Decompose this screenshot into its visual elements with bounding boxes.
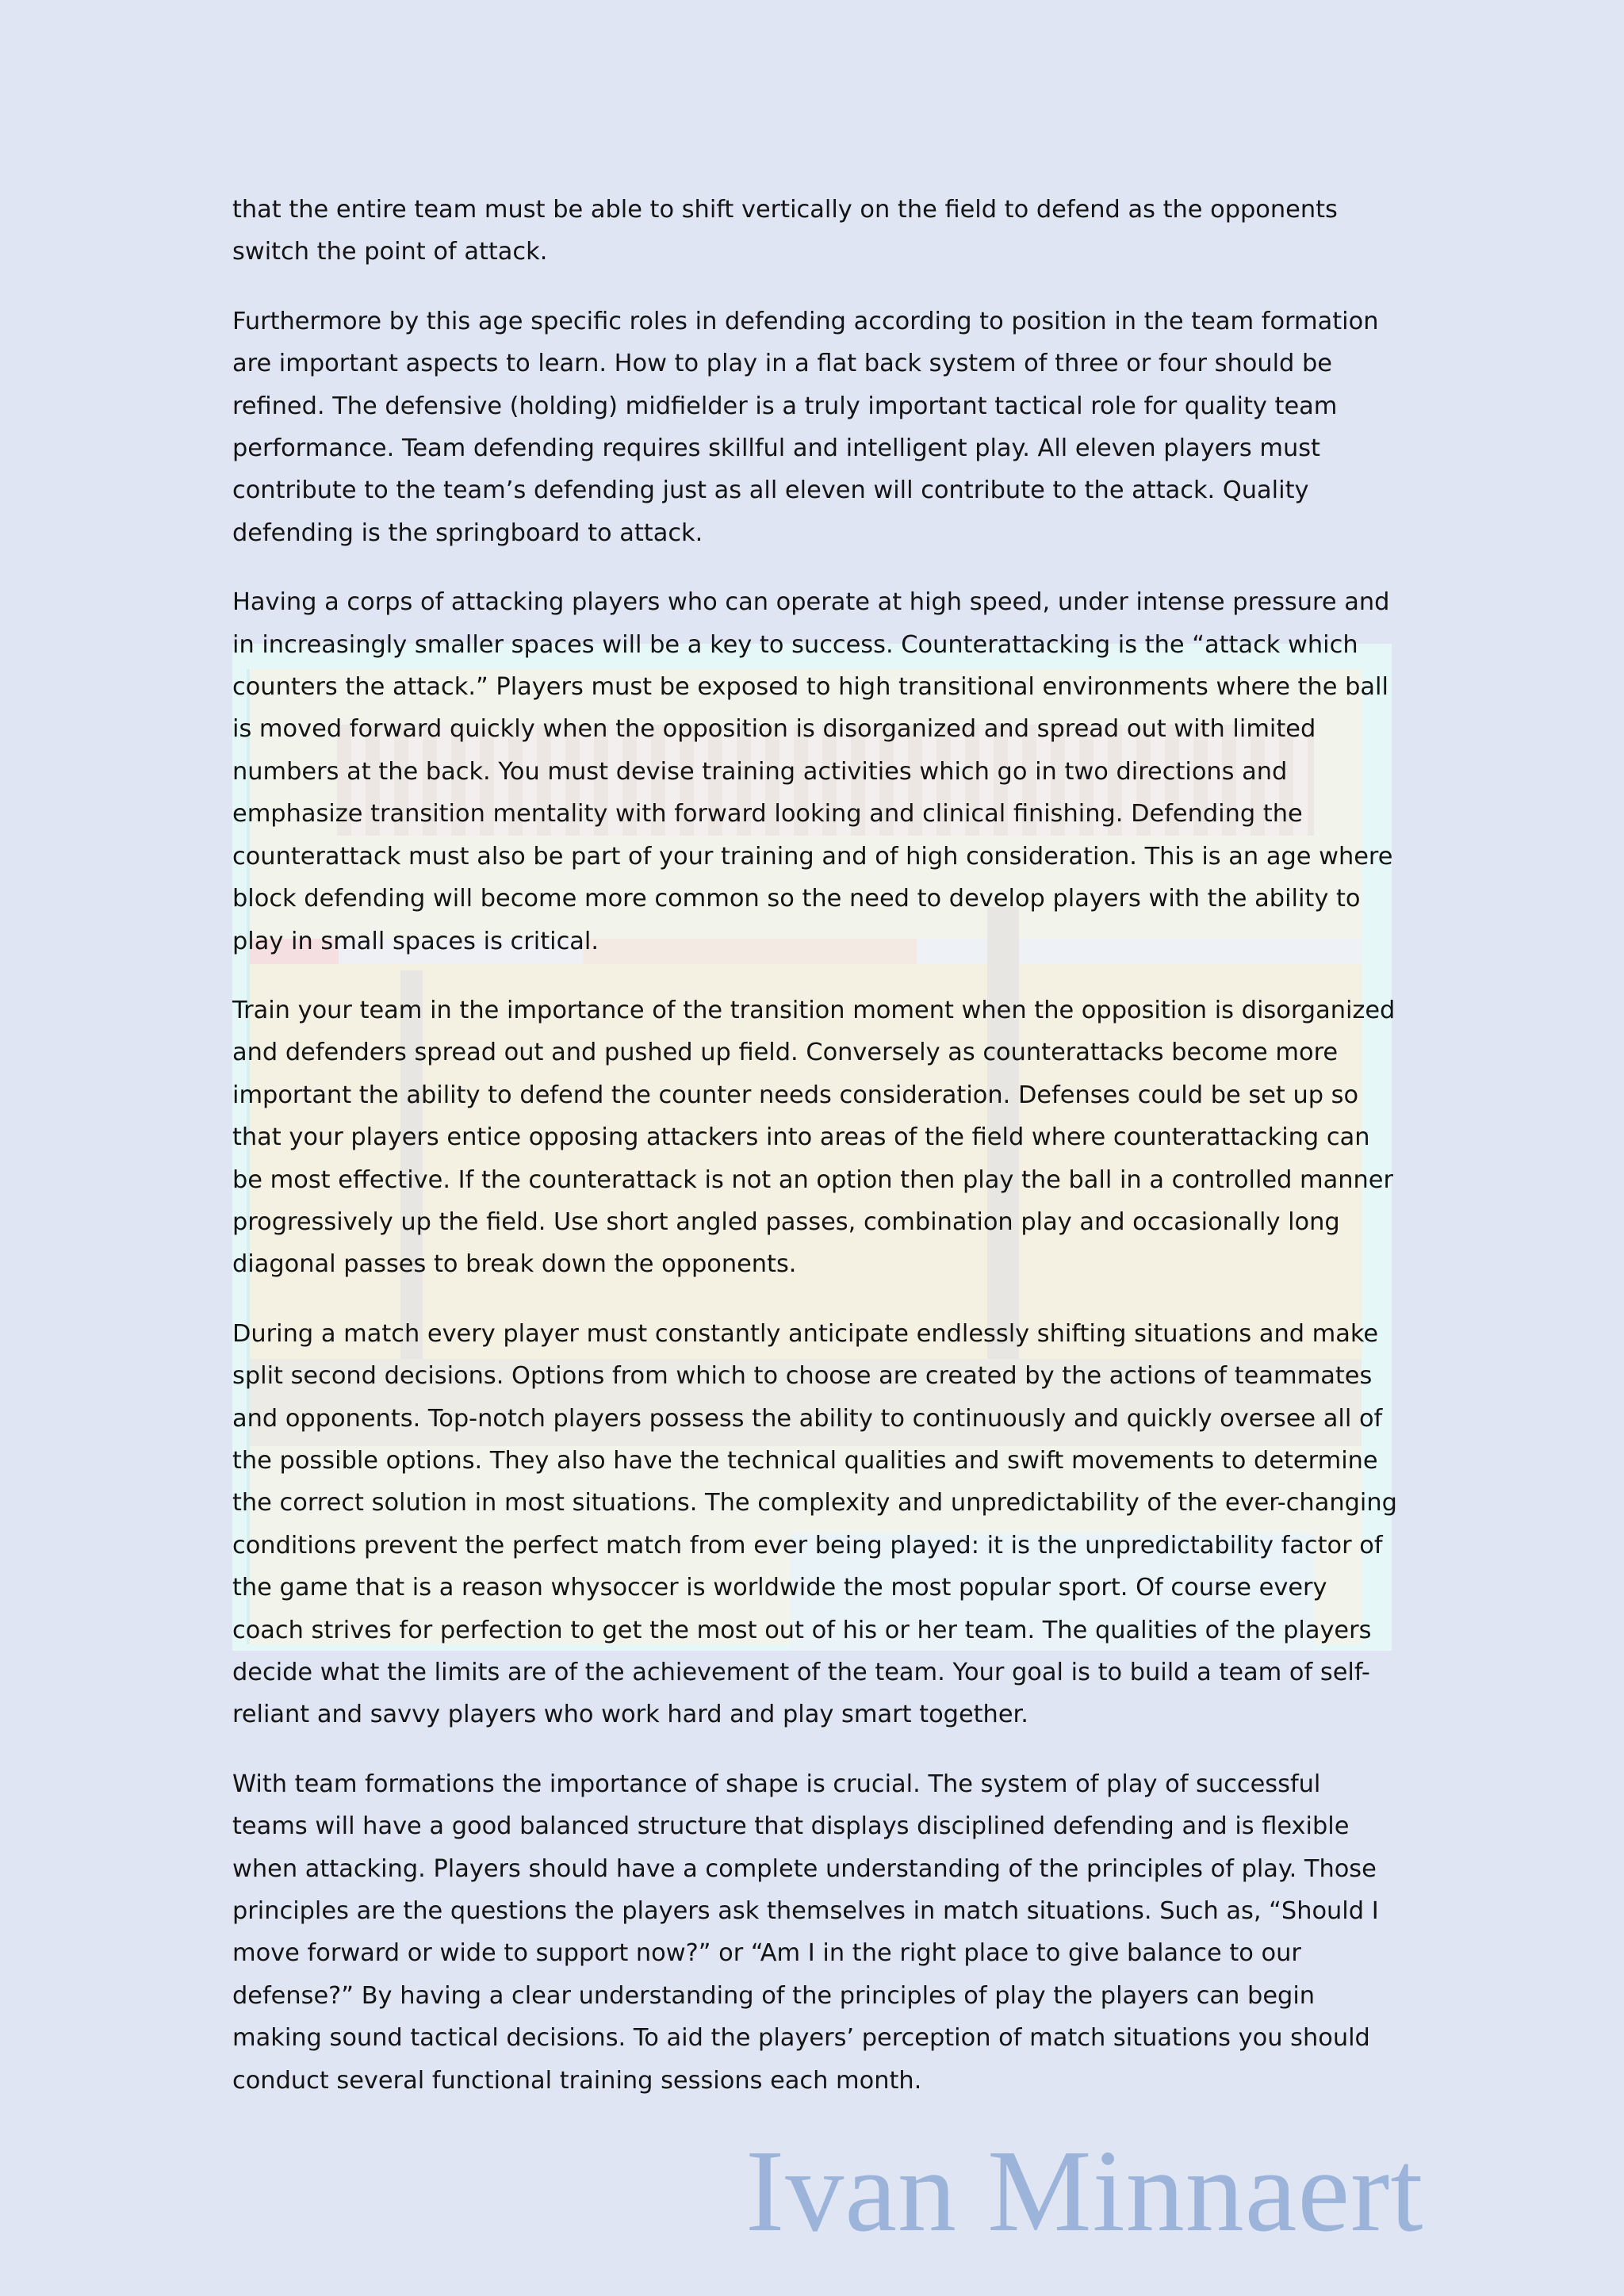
paragraph: that the entire team must be able to shift vertically on the field to defend as the opponents switch the point of attack.: [232, 196, 1338, 266]
paragraph: Furthermore by this age specific roles in defending according to position in the team formation are important aspects to learn. How to play in a flat back system of three or four should be refined. The defensive (holding) midfielder is a truly important tactical role for quality team performance. Team defending requires skillful and intelligent play. All eleven players must contribute to the team’s defending just as all eleven will contribute to the attack. Quality defending is the springboard to attack.: [232, 307, 1379, 547]
paragraph: With team formations the importance of shape is crucial. The system of play of successful teams will have a good balanced structure that displays disciplined defending and is flexible when attacking. Players should have a complete understanding of the principles of play. Those principles are the questions the players ask themselves in match situations. Such as, “Should I move forward or wide to support now?” or “Am I in the right place to give balance to our defense?” By having a clear understanding of the principles of play the players can begin making sound tactical decisions. To aid the players’ perception of match situations you should conduct several functional training sessions each month.: [232, 1770, 1379, 2095]
paragraph: During a match every player must constantly anticipate endlessly shifting situations and make split second decisions. Options from which to choose are created by the actions of teammates and opponents. Top-notch players possess the ability to continuously and quickly oversee all of the possible options. They also have the technical qualities and swift movements to determine the correct solution in most situations. The complexity and unpredictability of the ever-changing conditions prevent the perfect match from ever being played: it is the unpredictability factor of the game that is a reason whysoccer is worldwide the most popular sport. Of course every coach strives for perfection to get the most out of his or her team. The qualities of the players decide what the limits are of the achievement of the team. Your goal is to build a team of self-reliant and savvy players who work hard and play smart together.: [232, 1319, 1397, 1729]
body-text: [232, 189, 1398, 2129]
paragraph: Train your team in the importance of the transition moment when the opposition is disorganized and defenders spread out and pushed up field. Conversely as counterattacks become more important the ability to defend the counter needs consideration. Defenses could be set up so that your players entice opposing attackers into areas of the field where counterattacking can be most effective. If the counterattack is not an option then play the ball in a controlled manner progressively up the field. Use short angled passes, combination play and occasionally long diagonal passes to break down the opponents.: [232, 996, 1396, 1279]
paragraph: Having a corps of attacking players who can operate at high speed, under intense pressure and in increasingly smaller spaces will be a key to success. Counterattacking is the “attack which counters the attack.” Players must be exposed to high transitional environments where the ball is moved forward quickly when the opposition is disorganized and spread out with limited numbers at the back. You must devise training activities which go in two directions and emphasize transition mentality with forward looking and clinical finishing. Defending the counterattack must also be part of your training and of high consideration. This is an age where block defending will become more common so the need to develop players with the ability to play in small spaces is critical.: [232, 588, 1393, 955]
author-signature: Ivan Minnaert: [745, 2126, 1424, 2256]
